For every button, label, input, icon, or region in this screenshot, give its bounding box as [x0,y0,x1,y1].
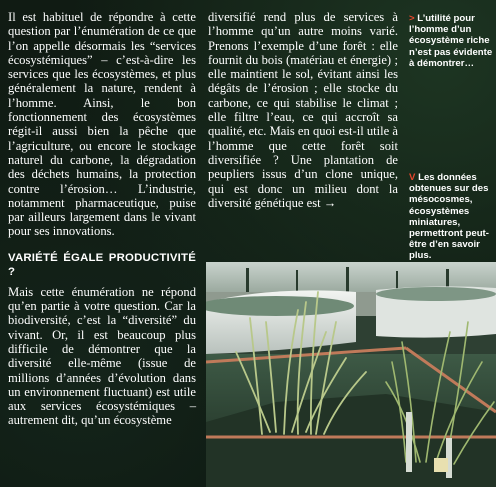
photo-caption-top [409,13,493,69]
mesocosm-photo [206,262,496,487]
body-paragraph: Mais cette énumération ne répond qu’en partie à votre question. Car la biodiversité, c’est la “diversité” du vivant. Or, il est beaucoup plus difficile de démontrer que la diversité elle-même (issue de millions d’années d’évolution dans un environnement fluctuant) est utile aux services écosystémiques – autrement dit, qu’un écosystème [8,284,196,428]
section-heading: VARIÉTÉ ÉGALE PRODUCTIVITÉ ? [8,251,196,278]
caption-marker-down: V [409,172,416,183]
caption-text: Les données obtenues sur des mésocosmes, écosystèmes miniatures, permettront peut-être d’en savoir plus. [409,172,489,262]
caption-marker-arrow: > [409,13,415,24]
text-column-middle [208,10,398,210]
body-paragraph-continued: diversifié rend plus de services à l’homme qu’un autre moins varié. Prenons l’exemple d’une forêt : elle fournit du bois (matériau et énergie) ; elle maintient le sol, évitant ainsi les dégâts de l’érosion ; elle stocke du carbone, ce qui stabilise le climat ; elle filtre l’eau, ce qui accroît sa qualité, etc. Mais en quoi est-il utile à l’homme que cette forêt soit diversifiée ? Une plantation de peupliers issus d’un clone unique, qui est donc un milieu dont la diversité génétique est → [208,10,398,210]
photo-caption-mesocosm [409,172,493,262]
caption-text: L’utilité pour l’homme d’un écosystème riche n’est pas évidente à démontrer… [409,13,493,69]
intro-paragraph: Il est habituel de répondre à cette question par l’énumération de ce que l’on appelle désormais les “services écosystémiques” – c’est-à-dire les services que les écosystèmes, et plus généralement la nature, rendent à l’homme. Ainsi, le bon fonctionnement des écosystèmes régit-il aussi bien la pêche que l’agriculture, ou encore le stockage naturel du carbone, la dégradation des déchets humains, la protection contre l’érosion… L’industrie, notamment pharmaceutique, puise par ailleurs largement dans le vivant pour ses innovations. [8,10,196,239]
text-column-left [8,10,196,428]
